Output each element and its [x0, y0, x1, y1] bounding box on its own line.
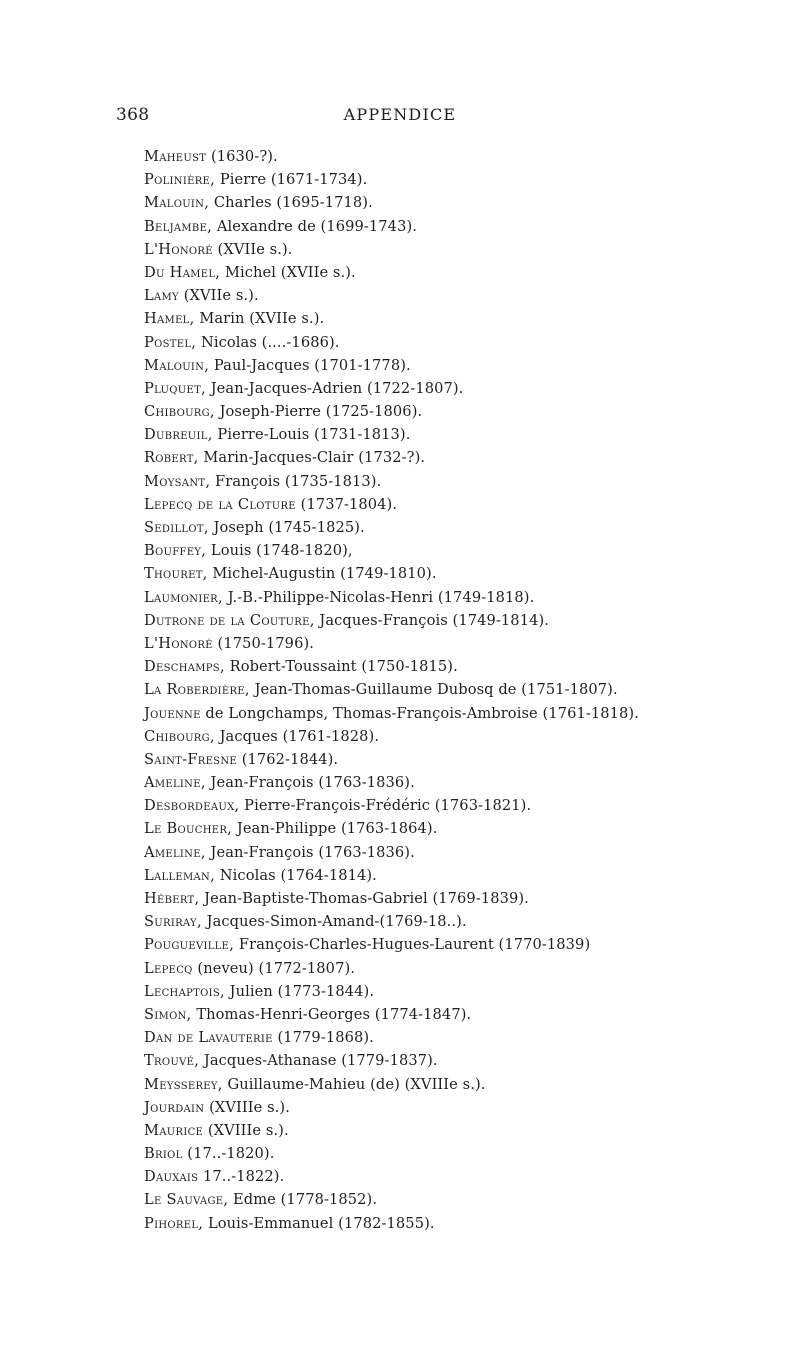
- entry-surname: Dan de Lavauterie: [144, 1029, 273, 1047]
- entry-surname: Sedillot,: [144, 519, 209, 536]
- list-item: [144, 1003, 784, 1026]
- entry-surname: Pougueville,: [144, 936, 235, 954]
- list-item: [144, 238, 784, 261]
- entry-details: Edme (1778-1852).: [228, 1191, 378, 1209]
- entry-surname: Deschamps,: [144, 658, 225, 676]
- list-item: [144, 145, 784, 168]
- list-item: [144, 771, 784, 794]
- list-item: [144, 980, 784, 1003]
- entry-details: Joseph (1745-1825).: [208, 519, 365, 536]
- entry-surname: Lalleman,: [144, 866, 216, 884]
- list-item: [144, 400, 784, 423]
- entry-details: Pierre (1671-1734).: [215, 171, 368, 189]
- entry-details: (1737-1804).: [295, 495, 398, 513]
- entry-surname: Trouvé,: [144, 1052, 200, 1070]
- entry-details: François-Charles-Hugues-Laurent (1770-1839): [234, 936, 591, 954]
- entry-surname: Hébert,: [144, 890, 200, 907]
- entry-surname: Bouffey,: [144, 542, 207, 560]
- list-item: [144, 1119, 784, 1142]
- list-item: [144, 284, 784, 307]
- list-item: [144, 562, 784, 585]
- entry-details: Robert-Toussaint (1750-1815).: [224, 658, 458, 676]
- name-list: [144, 145, 784, 1235]
- entry-surname: Dubreuil,: [144, 426, 213, 444]
- list-item: [144, 1096, 784, 1119]
- entry-surname: Jourdain: [144, 1098, 205, 1116]
- entry-surname: Du Hamel,: [144, 263, 221, 281]
- entry-surname: Laumonier,: [144, 588, 223, 606]
- list-item: [144, 1188, 784, 1211]
- entry-details: Nicolas (1764-1814).: [215, 866, 377, 884]
- list-item: [144, 516, 784, 539]
- list-item: [144, 1142, 784, 1165]
- entry-surname: Maheust: [144, 148, 207, 165]
- list-item: [144, 957, 784, 980]
- entry-surname: Lepecq: [144, 959, 193, 977]
- list-item: [144, 794, 784, 817]
- list-item: [144, 725, 784, 748]
- list-item: [144, 632, 784, 655]
- entry-surname: Dauxais: [144, 1168, 199, 1186]
- list-item: [144, 261, 784, 284]
- entry-surname: Postel,: [144, 333, 197, 351]
- entry-details: Joseph-Pierre (1725-1806).: [214, 403, 423, 421]
- list-item: [144, 1073, 784, 1096]
- entry-surname: Chibourg,: [144, 727, 215, 745]
- entry-surname: Pluquet,: [144, 379, 206, 397]
- entry-surname: Beljambe,: [144, 217, 213, 235]
- entry-details: Jean-François (1763-1836).: [205, 843, 415, 861]
- list-item: [144, 841, 784, 864]
- entry-surname: La Roberdière,: [144, 681, 250, 699]
- entry-details: (1630-?).: [206, 148, 278, 165]
- entry-details: (XVIIe s.).: [212, 240, 293, 258]
- entry-details: (XVIIIe s.).: [204, 1098, 290, 1116]
- entry-details: de Longchamps, Thomas-François-Ambroise (1761-1818).: [200, 704, 639, 722]
- list-item: [144, 423, 784, 446]
- entry-surname: Chibourg,: [144, 403, 215, 421]
- entry-surname: Pihorel,: [144, 1214, 204, 1232]
- list-item: [144, 748, 784, 771]
- entry-surname: Briol: [144, 1145, 183, 1163]
- list-item: [144, 1212, 784, 1235]
- entry-surname: L'Honoré: [144, 240, 213, 258]
- entry-surname: Ameline,: [144, 774, 206, 792]
- entry-details: Pierre-François-Frédéric (1763-1821).: [239, 797, 532, 815]
- entry-details: Jean-François (1763-1836).: [205, 774, 415, 792]
- list-item: [144, 215, 784, 238]
- entry-surname: Desbordeaux,: [144, 797, 240, 815]
- entry-details: Pierre-Louis (1731-1813).: [212, 426, 411, 444]
- entry-details: Jean-Jacques-Adrien (1722-1807).: [205, 379, 464, 397]
- entry-details: Charles (1695-1718).: [209, 194, 373, 212]
- entry-surname: Polinière,: [144, 171, 216, 189]
- entry-surname: L'Honoré: [144, 634, 213, 652]
- entry-surname: Lechaptois,: [144, 982, 225, 1000]
- list-item: [144, 470, 784, 493]
- entry-surname: Dutrone de la Couture,: [144, 611, 315, 629]
- entry-details: Jacques-Athanase (1779-1837).: [199, 1052, 438, 1070]
- list-item: [144, 910, 784, 933]
- entry-details: Paul-Jacques (1701-1778).: [209, 356, 411, 374]
- entry-surname: Lepecq de la Cloture: [144, 495, 296, 513]
- entry-surname: Thouret,: [144, 565, 208, 583]
- entry-surname: Ameline,: [144, 843, 206, 861]
- entry-surname: Meysserey,: [144, 1075, 223, 1093]
- entry-surname: Saint-Fresne: [144, 750, 237, 768]
- list-item: [144, 493, 784, 516]
- entry-details: Louis-Emmanuel (1782-1855).: [203, 1214, 435, 1232]
- entry-surname: Malouin,: [144, 194, 210, 212]
- entry-details: Marin (XVIIe s.).: [194, 310, 325, 328]
- entry-details: Jacques-François (1749-1814).: [314, 611, 549, 629]
- entry-surname: Malouin,: [144, 356, 210, 374]
- entry-surname: Hamel,: [144, 310, 195, 328]
- list-item: [144, 817, 784, 840]
- list-item: [144, 168, 784, 191]
- entry-details: Jacques (1761-1828).: [214, 727, 380, 745]
- list-item: [144, 586, 784, 609]
- entry-details: Julien (1773-1844).: [224, 982, 375, 1000]
- entry-details: Jean-Thomas-Guillaume Dubosq de (1751-1807).: [249, 681, 618, 699]
- entry-details: (17..-1820).: [182, 1145, 275, 1163]
- entry-details: Jacques-Simon-Amand-(1769-18..).: [201, 913, 467, 931]
- entry-details: (neveu) (1772-1807).: [192, 959, 355, 977]
- entry-details: Guillaume-Mahieu (de) (XVIIIe s.).: [222, 1075, 486, 1093]
- entry-surname: Robert,: [144, 449, 199, 467]
- list-item: [144, 539, 784, 562]
- entry-surname: Simon,: [144, 1005, 192, 1023]
- list-item: [144, 446, 784, 469]
- entry-surname: Le Sauvage,: [144, 1191, 229, 1209]
- list-item: [144, 864, 784, 887]
- entry-surname: Maurice: [144, 1121, 204, 1139]
- list-item: [144, 1165, 784, 1188]
- list-item: [144, 1049, 784, 1072]
- list-item: [144, 1026, 784, 1049]
- entry-surname: Le Boucher,: [144, 820, 233, 838]
- entry-details: Thomas-Henri-Georges (1774-1847).: [191, 1005, 472, 1023]
- entry-details: (1779-1868).: [272, 1029, 374, 1047]
- entry-details: François (1735-1813).: [210, 472, 382, 490]
- running-title: APPENDICE: [343, 105, 457, 124]
- list-item: [144, 887, 784, 910]
- entry-details: Jean-Philippe (1763-1864).: [232, 820, 438, 838]
- list-item: [144, 354, 784, 377]
- entry-details: Alexandre de (1699-1743).: [212, 217, 417, 235]
- entry-details: Nicolas (....-1686).: [196, 333, 340, 351]
- entry-details: (XVIIIe s.).: [203, 1121, 289, 1139]
- entry-details: Jean-Baptiste-Thomas-Gabriel (1769-1839).: [199, 890, 529, 907]
- entry-details: (XVIIe s.).: [178, 287, 259, 305]
- entry-details: Michel (XVIIe s.).: [220, 263, 356, 281]
- list-item: [144, 655, 784, 678]
- entry-surname: Lamy: [144, 287, 179, 305]
- list-item: [144, 678, 784, 701]
- list-item: [144, 933, 784, 956]
- entry-details: Louis (1748-1820),: [206, 542, 353, 560]
- list-item: [144, 331, 784, 354]
- entry-surname: Moysant,: [144, 472, 211, 490]
- entry-details: 17..-1822).: [198, 1168, 285, 1186]
- entry-details: (1762-1844).: [236, 750, 339, 768]
- list-item: [144, 702, 784, 725]
- page-number: 368: [116, 105, 150, 125]
- entry-surname: Suriray,: [144, 913, 202, 931]
- list-item: [144, 377, 784, 400]
- list-item: [144, 191, 784, 214]
- entry-details: Michel-Augustin (1749-1810).: [207, 565, 437, 583]
- list-item: [144, 609, 784, 632]
- entry-details: (1750-1796).: [212, 634, 314, 652]
- entry-surname: Jouenne: [144, 704, 201, 722]
- list-item: [144, 307, 784, 330]
- entry-details: Marin-Jacques-Clair (1732-?).: [198, 449, 426, 467]
- entry-details: J.-B.-Philippe-Nicolas-Henri (1749-1818).: [222, 588, 535, 606]
